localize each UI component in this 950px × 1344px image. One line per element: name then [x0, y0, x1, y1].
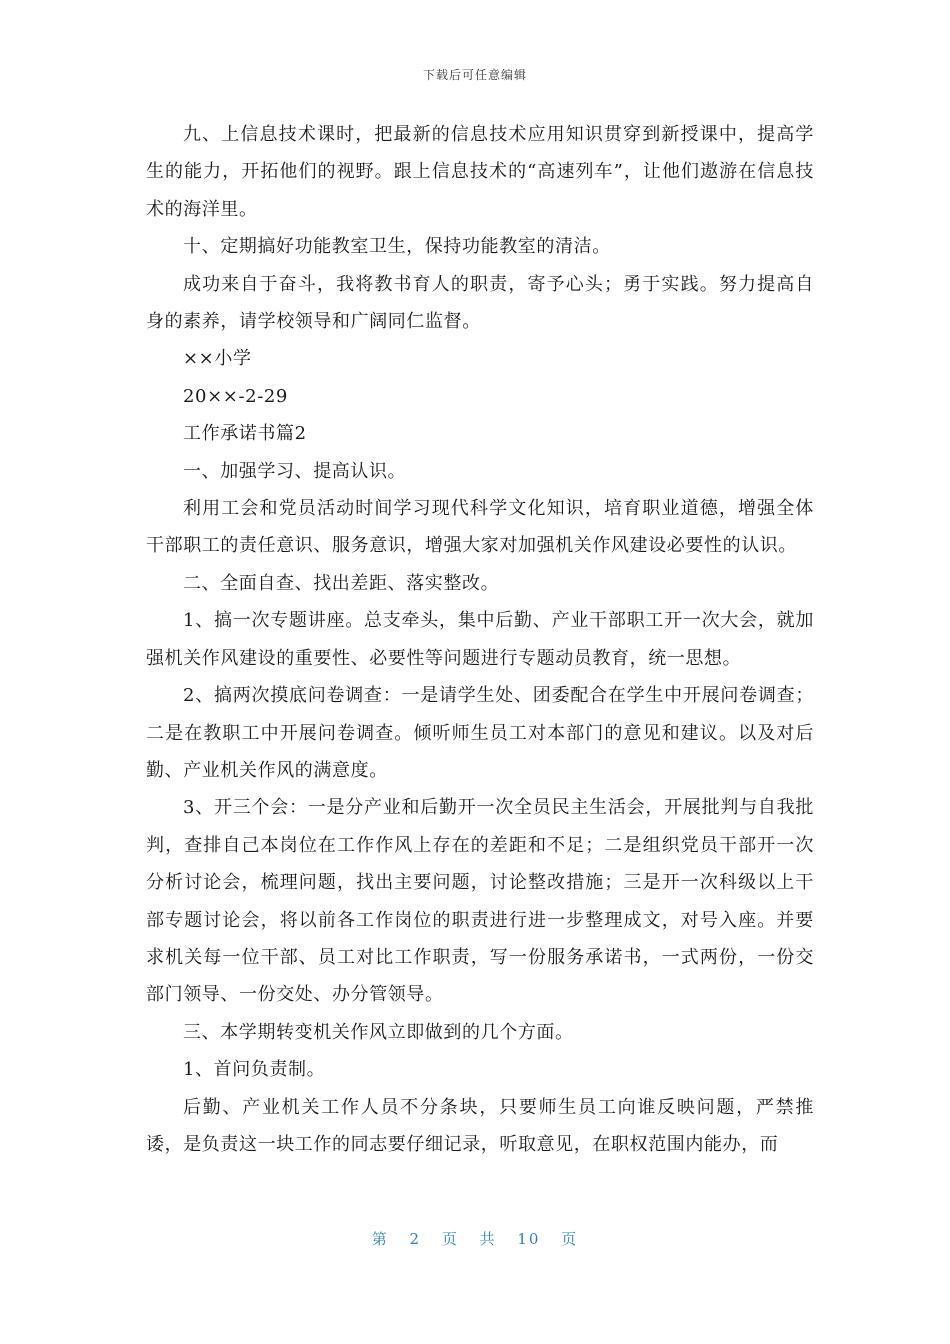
- page-header: 下载后可任意编辑: [422, 68, 527, 82]
- paragraph-closing: 成功来自于奋斗，我将教书育人的职责，寄予心头；勇于实践。努力提高自身的素养，请学校领导和广阔同仁监督。: [146, 273, 814, 333]
- document-body: [146, 116, 814, 1163]
- section-title: 工作承诺书篇2: [183, 423, 307, 445]
- heading-one: 一、加强学习、提高认识。: [183, 460, 407, 482]
- paragraph-first-inquiry: 后勤、产业机关工作人员不分条块，只要师生员工向谁反映问题，严禁推诿，是负责这一块工作的同志要仔细记录，听取意见，在职权范围内能办，而: [146, 1096, 814, 1155]
- paragraph-item-9: 九、上信息技术课时，把最新的信息技术应用知识贯穿到新授课中，提高学生的能力，开拓他们的视野。跟上信息技术的“高速列车”，让他们遨游在信息技术的海洋里。: [146, 124, 814, 220]
- signature-school: ××小学: [183, 348, 252, 370]
- heading-two: 二、全面自查、找出差距、落实整改。: [183, 572, 500, 594]
- paragraph-study: 利用工会和党员活动时间学习现代科学文化知识，培育职业道德，增强全体干部职工的责任意识、服务意识，增强大家对加强机关作风建设必要性的认识。: [146, 498, 814, 557]
- heading-three: 三、本学期转变机关作风立即做到的几个方面。: [183, 1021, 574, 1043]
- paragraph-survey: 2、搞两次摸底问卷调查：一是请学生处、团委配合在学生中开展问卷调查；二是在教职工中开展问卷调查。倾听师生员工对本部门的意见和建议。以及对后勤、产业机关作风的满意度。: [146, 685, 814, 781]
- paragraph-meetings: 3、开三个会：一是分产业和后勤开一次全员民主生活会，开展批判与自我批判，查排自己本岗位在工作作风上存在的差距和不足；二是组织党员干部开一次分析讨论会，梳理问题，找出主要问题，讨论整改措施；三是开一次科级以上干部专题讨论会，将以前各工作岗位的职责进行进一步整理成文，对号入座。并要求机关每一位干部、员工对比工作职责，写一份服务承诺书，一式两份，一份交部门领导、一份交处、办分管领导。: [146, 797, 814, 1006]
- paragraph-item-10: 十、定期搞好功能教室卫生，保持功能教室的清洁。: [183, 236, 611, 258]
- signature-date: 20××-2-29: [183, 385, 288, 407]
- page-number-footer: 第 2 页 共 10 页: [371, 1230, 579, 1248]
- paragraph-lecture: 1、搞一次专题讲座。总支牵头，集中后勤、产业干部职工开一次大会，就加强机关作风建设的重要性、必要性等问题进行专题动员教育，统一思想。: [146, 610, 814, 669]
- subheading-first-inquiry: 1、首问负责制。: [183, 1059, 326, 1081]
